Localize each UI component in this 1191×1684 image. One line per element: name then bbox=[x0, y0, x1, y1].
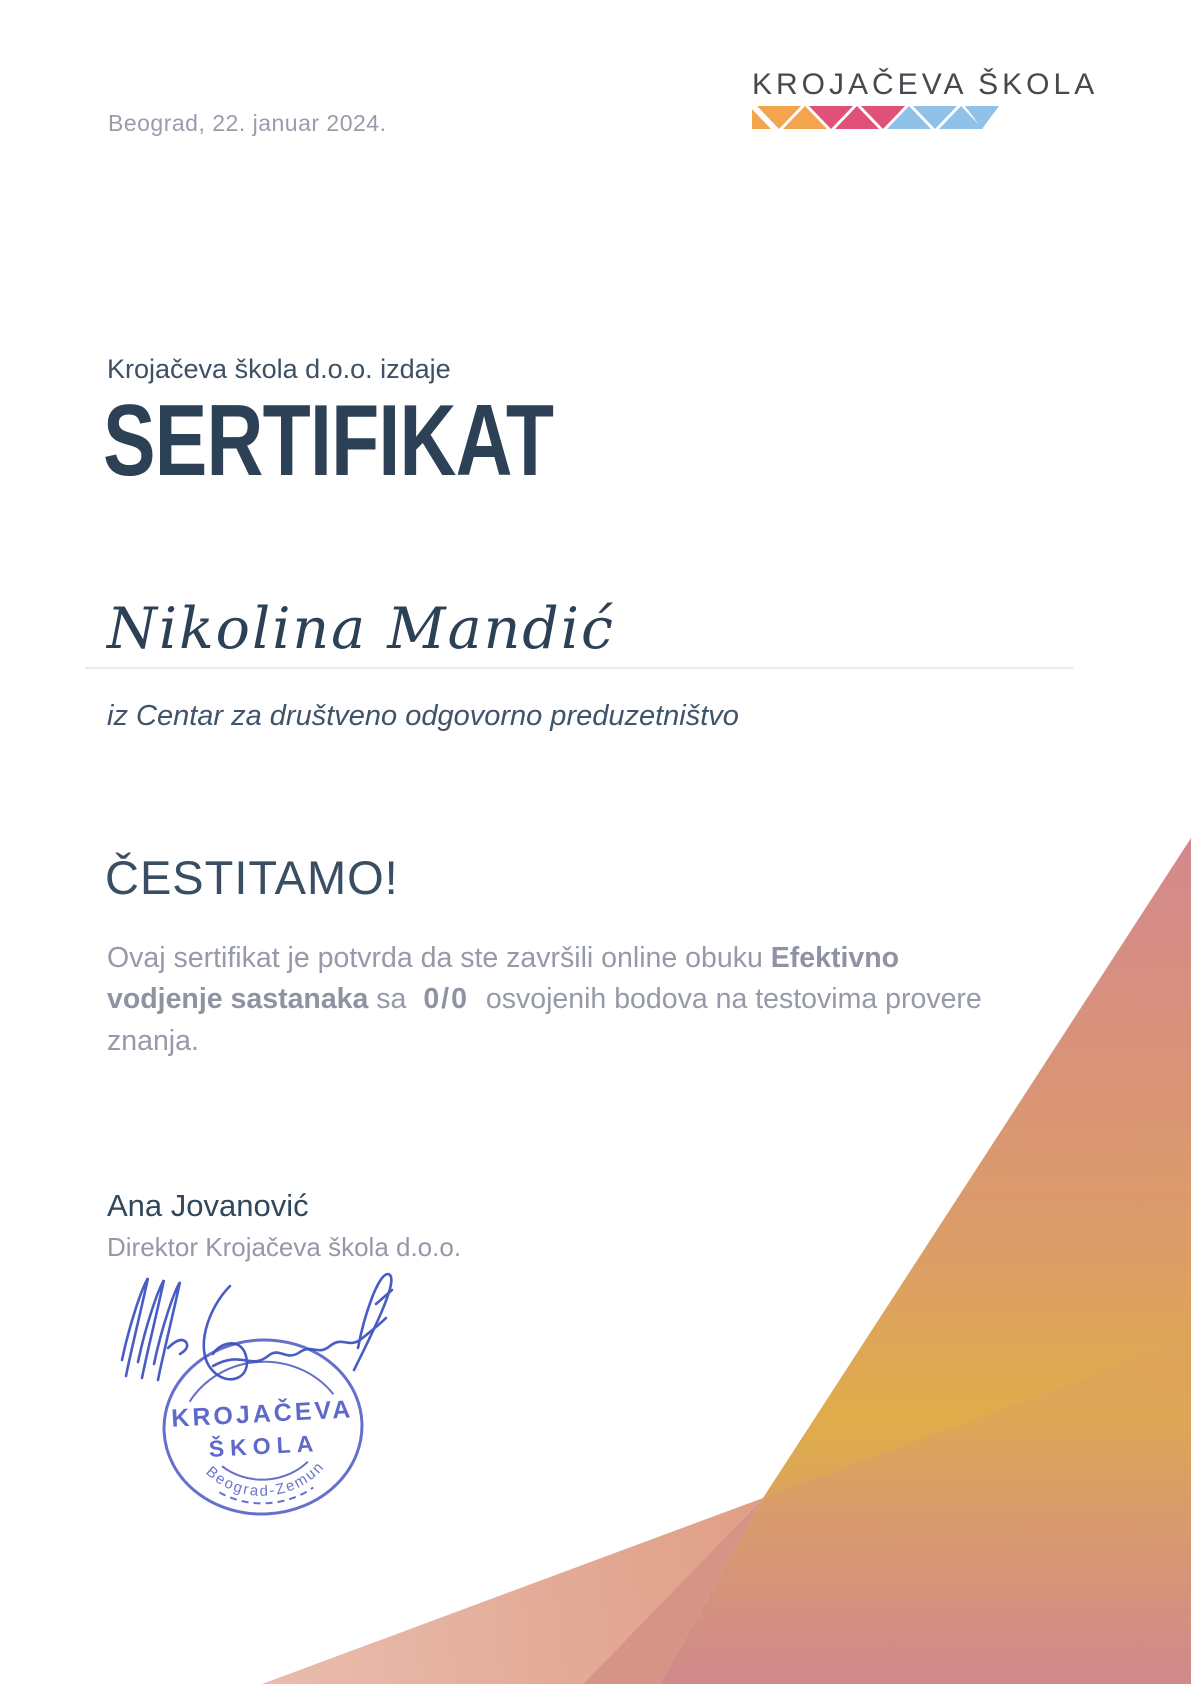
body-text-1: Ovaj sertifikat je potvrda da ste završili online obuku bbox=[107, 942, 771, 974]
stamp-arc-text: Beograd-Zemun bbox=[202, 1457, 329, 1500]
signer-title: Direktor Krojačeva škola d.o.o. bbox=[107, 1232, 462, 1262]
course-name: Efektivno vodjenje sastanaka bbox=[107, 942, 900, 1016]
logo-wordmark: KROJAČEVA ŠKOLA bbox=[752, 68, 1099, 101]
stamp-text-line1: KROJAČEVA bbox=[170, 1395, 354, 1433]
certificate-body-paragraph bbox=[107, 938, 997, 1062]
recipient-origin: iz Centar za društveno odgovorno preduzetništvo bbox=[107, 700, 739, 732]
signer-name: Ana Jovanović bbox=[107, 1188, 309, 1223]
certificate-title: SERTIFIKAT bbox=[103, 385, 554, 497]
score-value: 0/0 bbox=[423, 983, 469, 1016]
name-underline bbox=[85, 667, 1073, 669]
date-line: Beograd, 22. januar 2024. bbox=[108, 110, 387, 136]
issuer-line: Krojačeva škola d.o.o. izdaje bbox=[107, 354, 451, 384]
congrats-heading: ČESTITAMO! bbox=[105, 851, 399, 904]
recipient-name: Nikolina Mandić bbox=[107, 596, 615, 662]
stamp-text-line2: ŠKOLA bbox=[208, 1430, 320, 1462]
body-text-2: sa bbox=[368, 983, 415, 1016]
logo-triangle-strip-icon bbox=[752, 106, 1002, 132]
body-text-3: osvojenih bodova na testovima provere znanja. bbox=[107, 983, 982, 1057]
handwritten-signature bbox=[92, 1258, 422, 1418]
